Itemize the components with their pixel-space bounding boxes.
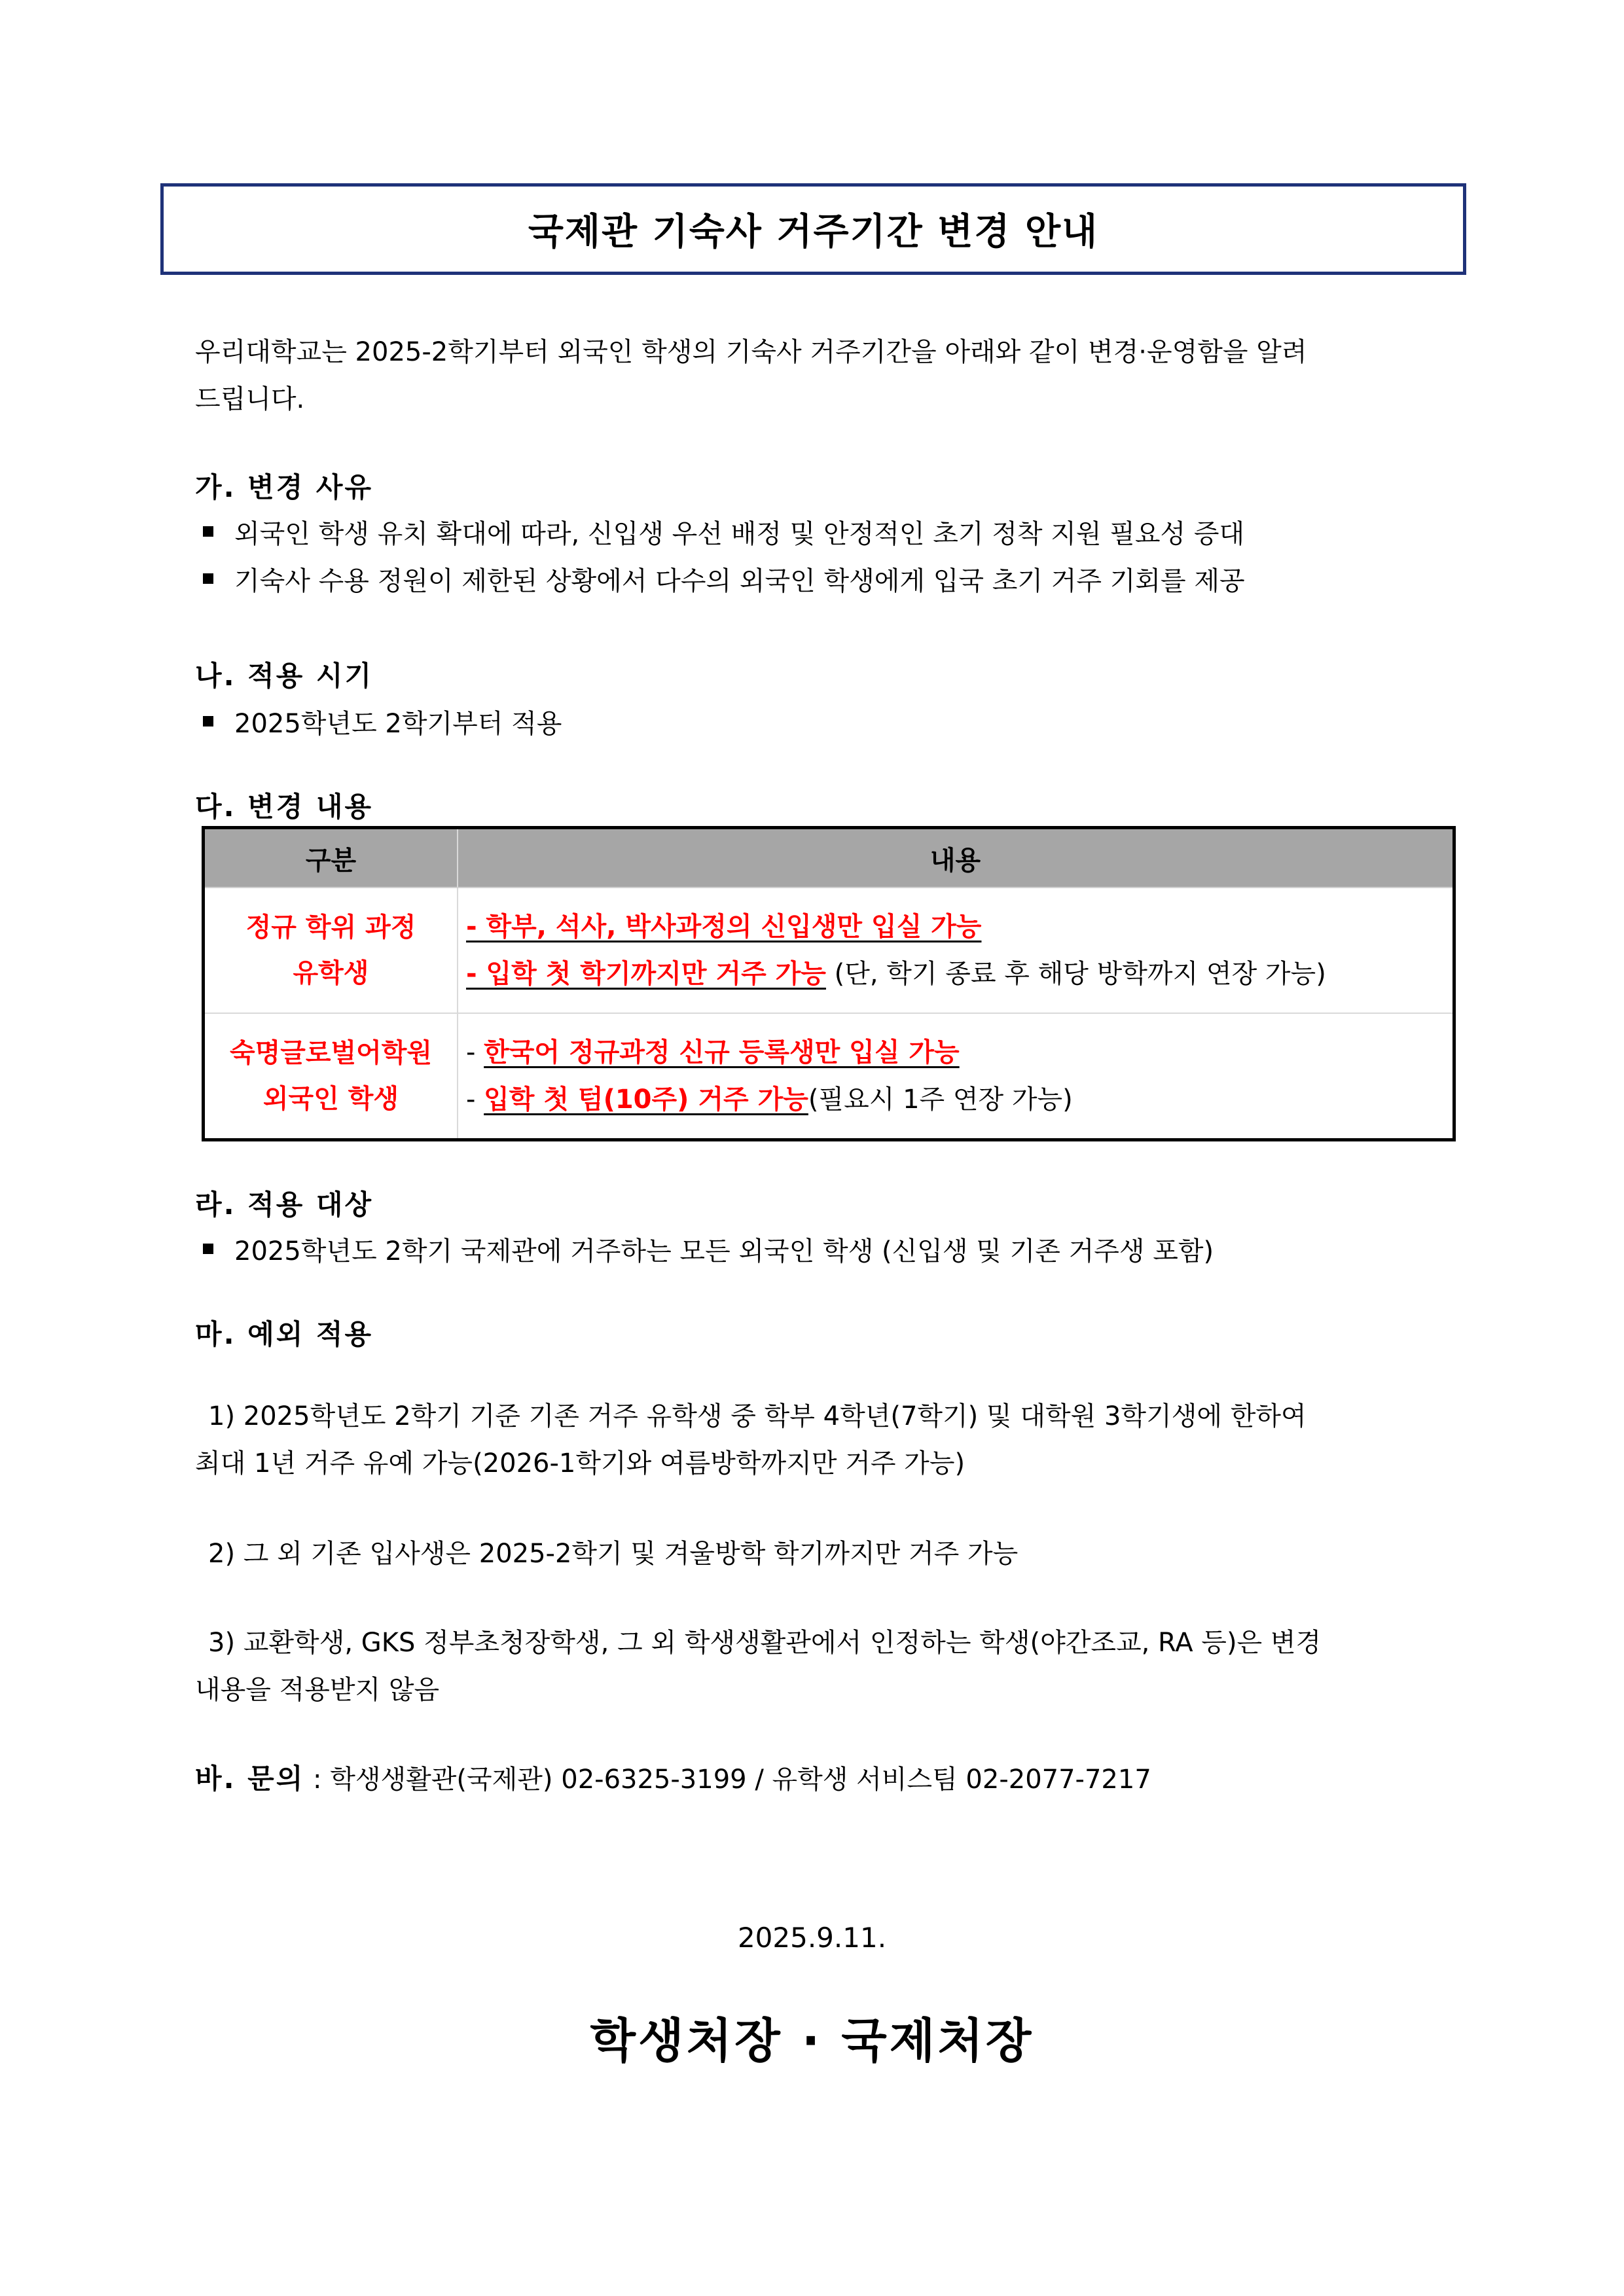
- content-line: [466, 903, 1453, 950]
- table-cell-content: [458, 1013, 1454, 1140]
- bullet-square-icon: [203, 716, 213, 726]
- bullet-text: 2025학년도 2학기부터 적용: [234, 708, 562, 739]
- highlight-text: 한국어 정규과정 신규 등록생만 입실 가능: [484, 1037, 960, 1067]
- document-date: 2025.9.11.: [737, 1922, 887, 1954]
- list-item: [195, 698, 562, 745]
- page-title: 국제관 기숙사 거주기간 변경 안내: [528, 211, 1099, 253]
- bullet-text: 2025학년도 2학기 국제관에 거주하는 모든 외국인 학생 (신입생 및 기존 거주생 포함): [234, 1236, 1214, 1266]
- category-line: 외국인 학생: [262, 1084, 399, 1114]
- exception-1-line-1: 1) 2025학년도 2학기 기준 기존 거주 유학생 중 학부 4학년(7학기) 및 대학원 3학기생에 한하여: [208, 1401, 1307, 1431]
- category-line: 유학생: [293, 958, 369, 988]
- table-header-category: 구분: [204, 828, 458, 888]
- list-item: [195, 1225, 1214, 1272]
- highlight-text: - 학부, 석사, 박사과정의 신입생만 입실 가능: [466, 912, 982, 942]
- dash-prefix: -: [466, 1085, 484, 1115]
- table-cell-category: [204, 1013, 458, 1140]
- heading-target: 라. 적용 대상: [195, 1189, 374, 1221]
- plain-text: (단, 학기 종료 후 해당 방학까지 연장 가능): [825, 959, 1326, 989]
- content-line: [466, 1076, 1453, 1123]
- bullet-text: 외국인 학생 유치 확대에 따라, 신입생 우선 배정 및 안정적인 초기 정착 지원 필요성 증대: [234, 518, 1245, 549]
- heading-reason: 가. 변경 사유: [195, 471, 374, 503]
- highlight-text: 입학 첫 텀(10주) 거주 가능: [484, 1085, 808, 1115]
- heading-period: 나. 적용 시기: [195, 660, 374, 692]
- highlight-text: - 입학 첫 학기까지만 거주 가능: [466, 959, 826, 989]
- table-header-row: [204, 828, 1454, 888]
- bullet-text: 기숙사 수용 정원이 제한된 상황에서 다수의 외국인 학생에게 입국 초기 거주 기회를 제공: [234, 565, 1245, 596]
- exception-2: 2) 그 외 기존 입사생은 2025-2학기 및 겨울방학 학기까지만 거주 가능: [208, 1539, 1019, 1569]
- content-line: [466, 1029, 1453, 1076]
- signature: 학생처장 · 국제처장: [590, 2013, 1034, 2068]
- table-cell-content: [458, 888, 1454, 1013]
- bullet-square-icon: [203, 526, 213, 537]
- bullet-square-icon: [203, 573, 213, 584]
- title-box: [160, 183, 1466, 275]
- content-line: [466, 950, 1453, 997]
- inquiry-text: : 학생생활관(국제관) 02-6325-3199 / 유학생 서비스팀 02-2077-7217: [304, 1765, 1151, 1795]
- table-row: [204, 888, 1454, 1013]
- plain-text: (필요시 1주 연장 가능): [808, 1085, 1073, 1115]
- table-header-content: 내용: [458, 828, 1454, 888]
- heading-exceptions: 마. 예외 적용: [195, 1318, 374, 1350]
- heading-changes: 다. 변경 내용: [195, 791, 374, 823]
- table-cell-category: [204, 888, 458, 1013]
- exception-3-line-2: 내용을 적용받지 않음: [195, 1675, 440, 1705]
- inquiry-line: [195, 1755, 1151, 1803]
- exception-1-line-2: 최대 1년 거주 유예 가능(2026-1학기와 여름방학까지만 거주 가능): [195, 1448, 965, 1479]
- list-item: [195, 555, 1245, 602]
- dash-prefix: -: [466, 1037, 484, 1067]
- heading-inquiry: 바. 문의: [195, 1763, 305, 1795]
- exception-3-line-1: 3) 교환학생, GKS 정부초청장학생, 그 외 학생생활관에서 인정하는 학생(야간조교, RA 등)은 변경: [208, 1628, 1322, 1658]
- intro-line-1: 우리대학교는 2025-2학기부터 외국인 학생의 기숙사 거주기간을 아래와 같이 변경·운영함을 알려: [195, 337, 1307, 367]
- bullet-square-icon: [203, 1244, 213, 1254]
- category-line: 숙명글로벌어학원: [229, 1038, 433, 1068]
- category-line: 정규 학위 과정: [245, 912, 416, 942]
- intro-line-2: 드립니다.: [195, 384, 305, 414]
- changes-table: [202, 826, 1456, 1141]
- table-row: [204, 1013, 1454, 1140]
- list-item: [195, 508, 1244, 555]
